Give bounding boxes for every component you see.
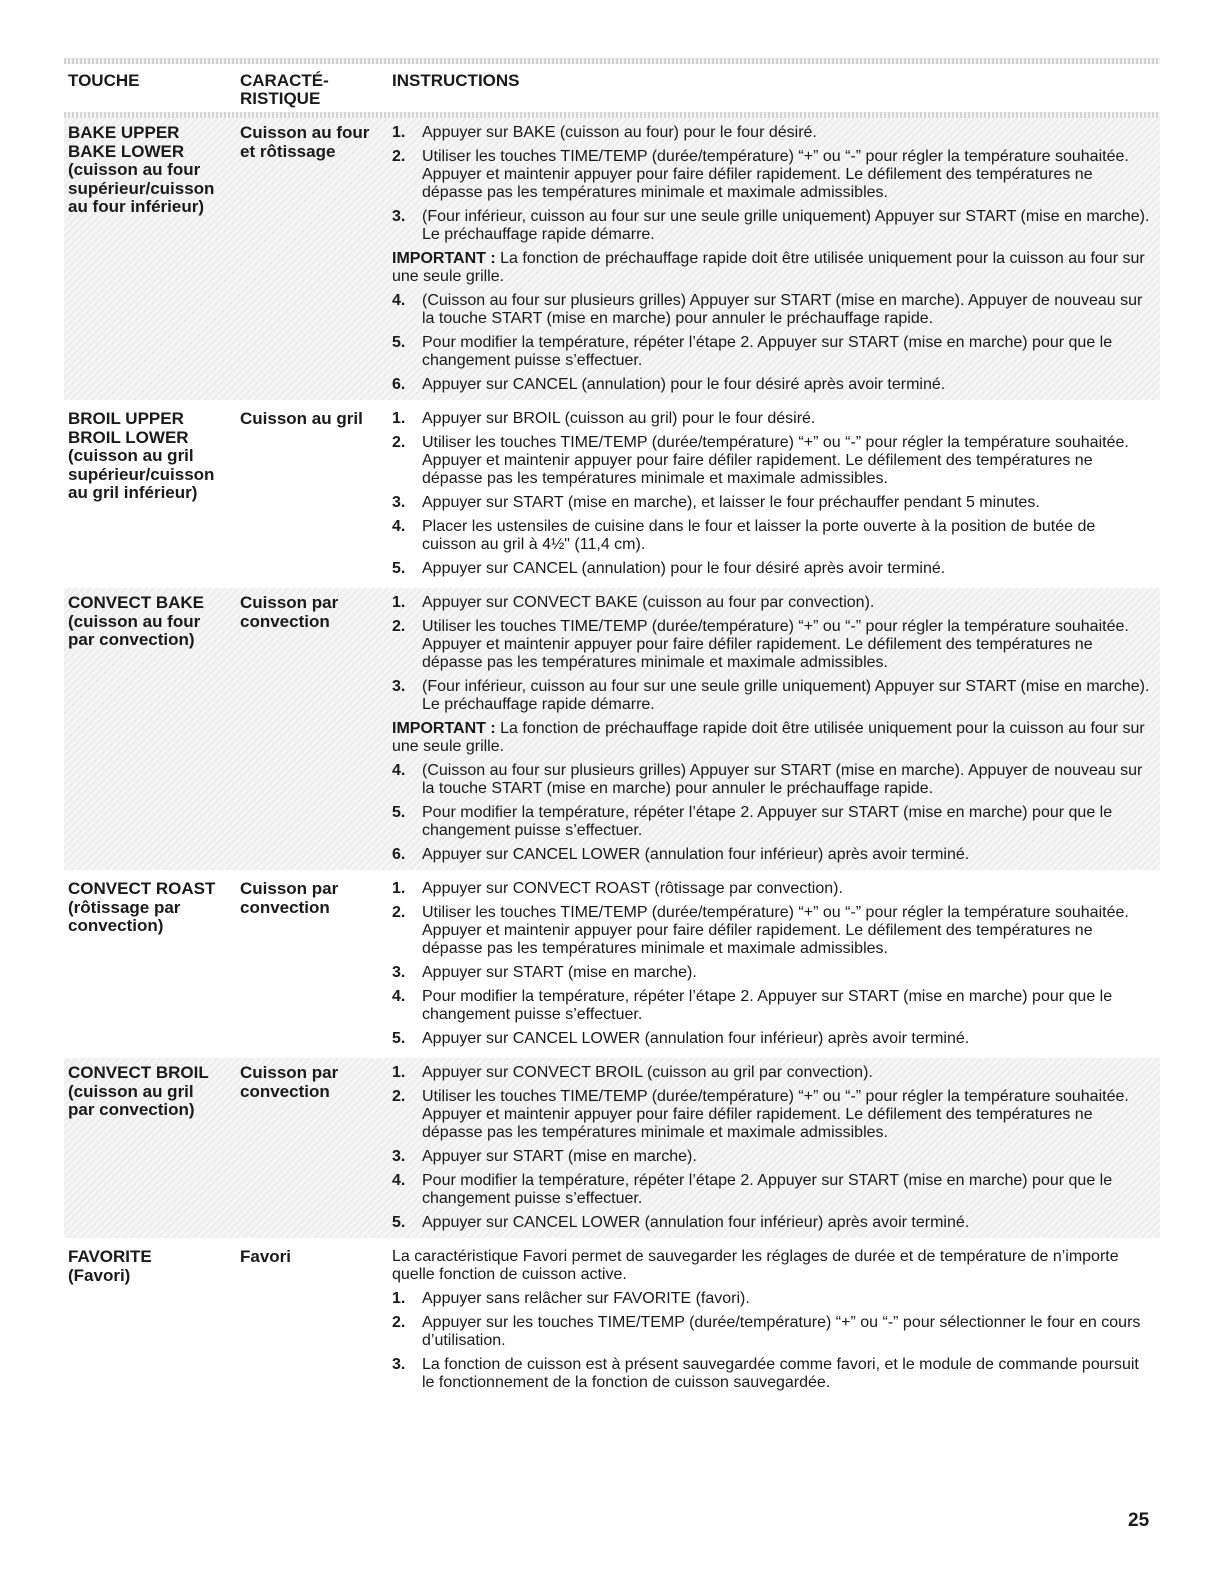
table-row [64, 404, 1160, 584]
step-number: 4. [392, 762, 406, 779]
step-item [392, 292, 1150, 328]
table-row [64, 1242, 1160, 1398]
touche-label: supérieur/cuisson [68, 178, 215, 198]
step-number: 2. [392, 1088, 406, 1105]
step-item [392, 1172, 1150, 1208]
step-item [392, 880, 1150, 898]
table-row [64, 588, 1160, 870]
step-number: 5. [392, 804, 406, 821]
step-item [392, 334, 1150, 370]
table-body [64, 118, 1160, 1398]
step-text: Appuyer sur START (mise en marche). [422, 964, 697, 981]
step-list [392, 410, 1150, 578]
step-number: 5. [392, 334, 406, 351]
touche-label: BROIL UPPER [68, 409, 184, 428]
step-text: (Four inférieur, cuisson au four sur une seule grille uniquement) Appuyer sur START (mise en marche). Le préchauffage rapide démarre. [422, 678, 1150, 713]
caracteristique-cell [240, 594, 392, 864]
step-text: Appuyer sur BROIL (cuisson au gril) pour le four désiré. [422, 410, 816, 427]
step-text: Pour modifier la température, répéter l’étape 2. Appuyer sur START (mise en marche) pour que le changement puisse s’effectuer. [422, 334, 1113, 369]
step-text: Utiliser les touches TIME/TEMP (durée/température) “+” ou “-” pour régler la température souhaitée. Appuyer et maintenir appuyer pour faire défiler rapidement. Le défilement des températures ne dépasse pas les températures minimale et maximale admissibles. [422, 904, 1129, 957]
header-instructions: INSTRUCTIONS [392, 71, 520, 90]
step-text: (Four inférieur, cuisson au four sur une seule grille uniquement) Appuyer sur START (mise en marche). Le préchauffage rapide démarre. [422, 208, 1150, 243]
touche-label: par convection) [68, 630, 195, 649]
step-text: Appuyer sur CANCEL LOWER (annulation four inférieur) après avoir terminé. [422, 1214, 970, 1231]
step-text: Appuyer sur CANCEL LOWER (annulation four inférieur) après avoir terminé. [422, 846, 970, 863]
step-item [392, 846, 1150, 864]
step-number: 4. [392, 1172, 406, 1189]
step-item [392, 594, 1150, 612]
step-text: Appuyer sans relâcher sur FAVORITE (favori). [422, 1290, 750, 1307]
table-row [64, 874, 1160, 1054]
step-list [392, 880, 1150, 1048]
important-note [392, 250, 1150, 286]
touche-label: par convection) [68, 1100, 195, 1119]
step-list [392, 594, 1150, 864]
step-text: Placer les ustensiles de cuisine dans le four et laisser la porte ouverte à la position de butée de cuisson au gril à 4½" (11,4 cm). [422, 518, 1096, 553]
step-number: 1. [392, 124, 406, 141]
caracteristique-label: convection [240, 1081, 330, 1101]
step-number: 5. [392, 1214, 406, 1231]
table-header [64, 64, 1160, 112]
touche-label: FAVORITE [68, 1247, 152, 1266]
step-item [392, 762, 1150, 798]
step-item [392, 804, 1150, 840]
step-number: 2. [392, 618, 406, 635]
step-number: 3. [392, 208, 406, 225]
table-row [64, 1058, 1160, 1238]
step-text: Appuyer sur CANCEL (annulation) pour le four désiré après avoir terminé. [422, 560, 946, 577]
caracteristique-cell [240, 124, 392, 394]
touche-label: CONVECT BAKE [68, 593, 205, 612]
step-item [392, 518, 1150, 554]
step-item [392, 410, 1150, 428]
step-number: 2. [392, 148, 406, 165]
step-number: 1. [392, 410, 406, 427]
step-item [392, 208, 1150, 244]
step-item [392, 904, 1150, 958]
step-text: Appuyer sur CONVECT BAKE (cuisson au four par convection). [422, 594, 875, 611]
step-number: 1. [392, 594, 406, 611]
step-text: Utiliser les touches TIME/TEMP (durée/température) “+” ou “-” pour régler la température souhaitée. Appuyer et maintenir appuyer pour faire défiler rapidement. Le défilement des températures ne dépasse pas les températures minimale et maximale admissibles. [422, 618, 1129, 671]
important-label: IMPORTANT : [392, 250, 496, 267]
step-number: 6. [392, 376, 406, 393]
caracteristique-label: Cuisson au gril [240, 409, 363, 428]
instructions-cell [392, 410, 1160, 578]
step-number: 4. [392, 988, 406, 1005]
important-text: La fonction de préchauffage rapide doit être utilisée uniquement pour la cuisson au four sur une seule grille. [392, 250, 1145, 285]
step-item [392, 678, 1150, 714]
instructions-intro: La caractéristique Favori permet de sauvegarder les réglages de durée et de température de n’importe quelle fonction de cuisson active. [392, 1248, 1119, 1283]
touche-label: (rôtissage par [68, 897, 181, 917]
caracteristique-label: convection [240, 897, 330, 917]
caracteristique-cell [240, 1064, 392, 1232]
touche-label: CONVECT BROIL [68, 1063, 209, 1082]
step-number: 4. [392, 518, 406, 535]
touche-label: (cuisson au gril [68, 446, 194, 465]
step-text: Pour modifier la température, répéter l’étape 2. Appuyer sur START (mise en marche) pour que le changement puisse s’effectuer. [422, 988, 1113, 1023]
instructions-cell [392, 124, 1160, 394]
step-item [392, 1088, 1150, 1142]
touche-cell [64, 880, 240, 1048]
step-text: Appuyer sur CANCEL (annulation) pour le four désiré après avoir terminé. [422, 376, 946, 393]
step-text: (Cuisson au four sur plusieurs grilles) Appuyer sur START (mise en marche). Appuyer de nouveau sur la touche START (mise en marche) pour annuler le préchauffage rapide. [422, 762, 1143, 797]
step-number: 1. [392, 1064, 406, 1081]
step-number: 3. [392, 1356, 406, 1373]
step-number: 6. [392, 846, 406, 863]
caracteristique-cell [240, 1248, 392, 1392]
step-item [392, 1064, 1150, 1082]
step-number: 3. [392, 494, 406, 511]
touche-cell [64, 1248, 240, 1392]
instructions-cell [392, 1064, 1160, 1232]
step-item [392, 988, 1150, 1024]
touche-label: BROIL LOWER [68, 427, 189, 447]
instructions-cell [392, 594, 1160, 864]
touche-cell [64, 1064, 240, 1232]
instructions-cell [392, 1248, 1160, 1392]
step-text: Appuyer sur les touches TIME/TEMP (durée/température) “+” ou “-” pour sélectionner le four en cours d’utilisation. [422, 1314, 1141, 1349]
step-number: 5. [392, 560, 406, 577]
touche-label: CONVECT ROAST [68, 879, 216, 898]
caracteristique-label: Cuisson par [240, 593, 339, 612]
step-number: 5. [392, 1030, 406, 1047]
caracteristique-label: Cuisson par [240, 1063, 339, 1082]
step-number: 1. [392, 1290, 406, 1307]
touche-label: (cuisson au four [68, 611, 201, 631]
step-number: 3. [392, 964, 406, 981]
touche-label: BAKE LOWER [68, 141, 185, 161]
step-number: 1. [392, 880, 406, 897]
caracteristique-label: convection [240, 611, 330, 631]
table-row [64, 118, 1160, 400]
step-number: 3. [392, 678, 406, 695]
step-text: Appuyer sur CANCEL LOWER (annulation four inférieur) après avoir terminé. [422, 1030, 970, 1047]
step-list [392, 124, 1150, 394]
step-number: 2. [392, 904, 406, 921]
step-item [392, 1030, 1150, 1048]
step-text: Utiliser les touches TIME/TEMP (durée/température) “+” ou “-” pour régler la température souhaitée. Appuyer et maintenir appuyer pour faire défiler rapidement. Le défilement des températures ne dépasse pas les températures minimale et maximale admissibles. [422, 148, 1129, 201]
step-text: Appuyer sur BAKE (cuisson au four) pour le four désiré. [422, 124, 817, 141]
step-item [392, 618, 1150, 672]
touche-cell [64, 410, 240, 578]
touche-label: BAKE UPPER [68, 123, 180, 142]
step-text: Appuyer sur CONVECT BROIL (cuisson au gril par convection). [422, 1064, 873, 1081]
step-item [392, 560, 1150, 578]
caracteristique-label: Cuisson au four [240, 123, 370, 142]
caracteristique-label: Cuisson par [240, 879, 339, 898]
touche-label: au gril inférieur) [68, 483, 198, 502]
step-text: Pour modifier la température, répéter l’étape 2. Appuyer sur START (mise en marche) pour que le changement puisse s’effectuer. [422, 1172, 1113, 1207]
step-item [392, 1356, 1150, 1392]
step-list [392, 1290, 1150, 1392]
touche-label: supérieur/cuisson [68, 464, 215, 484]
step-item [392, 1314, 1150, 1350]
instruction-table [64, 58, 1160, 1398]
step-item [392, 1214, 1150, 1232]
step-text: Utiliser les touches TIME/TEMP (durée/température) “+” ou “-” pour régler la température souhaitée. Appuyer et maintenir appuyer pour faire défiler rapidement. Le défilement des températures ne dépasse pas les températures minimale et maximale admissibles. [422, 434, 1129, 487]
step-item [392, 376, 1150, 394]
caracteristique-cell [240, 410, 392, 578]
step-number: 2. [392, 434, 406, 451]
step-item [392, 148, 1150, 202]
step-list [392, 1064, 1150, 1232]
step-item [392, 494, 1150, 512]
step-item [392, 434, 1150, 488]
step-item [392, 1148, 1150, 1166]
touche-cell [64, 124, 240, 394]
caracteristique-label: Favori [240, 1247, 292, 1266]
header-caracteristique: CARACTÉ- RISTIQUE [240, 71, 329, 108]
instructions-cell [392, 880, 1160, 1048]
caracteristique-label: et rôtissage [240, 141, 336, 161]
step-text: Appuyer sur START (mise en marche), et laisser le four préchauffer pendant 5 minutes. [422, 494, 1040, 511]
touche-label: (cuisson au four [68, 160, 201, 179]
step-text: (Cuisson au four sur plusieurs grilles) Appuyer sur START (mise en marche). Appuyer de nouveau sur la touche START (mise en marche) pour annuler le préchauffage rapide. [422, 292, 1143, 327]
step-text: Appuyer sur START (mise en marche). [422, 1148, 697, 1165]
important-text: La fonction de préchauffage rapide doit être utilisée uniquement pour la cuisson au four sur une seule grille. [392, 720, 1145, 755]
step-text: Appuyer sur CONVECT ROAST (rôtissage par convection). [422, 880, 843, 897]
step-text: La fonction de cuisson est à présent sauvegardée comme favori, et le module de commande poursuit le fonctionnement de la fonction de cuisson sauvegardée. [422, 1356, 1139, 1391]
step-item [392, 124, 1150, 142]
touche-cell [64, 594, 240, 864]
header-touche: TOUCHE [68, 71, 140, 90]
step-item [392, 1290, 1150, 1308]
important-label: IMPORTANT : [392, 720, 496, 737]
step-text: Utiliser les touches TIME/TEMP (durée/température) “+” ou “-” pour régler la température souhaitée. Appuyer et maintenir appuyer pour faire défiler rapidement. Le défilement des températures ne dépasse pas les températures minimale et maximale admissibles. [422, 1088, 1129, 1141]
touche-label: au four inférieur) [68, 197, 205, 216]
touche-label: convection) [68, 916, 164, 935]
step-number: 4. [392, 292, 406, 309]
touche-label: (cuisson au gril [68, 1081, 194, 1101]
step-number: 3. [392, 1148, 406, 1165]
caracteristique-cell [240, 880, 392, 1048]
step-text: Pour modifier la température, répéter l’étape 2. Appuyer sur START (mise en marche) pour que le changement puisse s’effectuer. [422, 804, 1113, 839]
touche-label: (Favori) [68, 1265, 131, 1285]
important-note [392, 720, 1150, 756]
step-item [392, 964, 1150, 982]
page-number: 25 [1128, 1510, 1150, 1531]
step-number: 2. [392, 1314, 406, 1331]
